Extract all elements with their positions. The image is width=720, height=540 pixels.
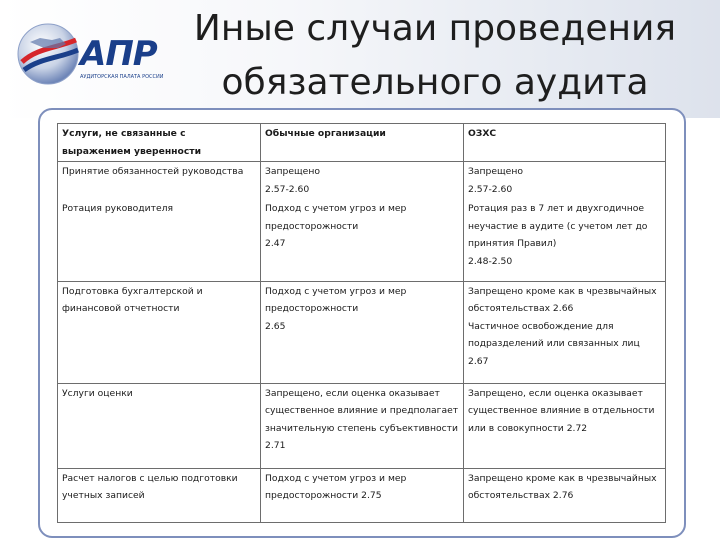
apr-logo	[12, 18, 162, 88]
table-cell: Запрещено кроме как в чрезвычайных обстоятельствах 2.76	[464, 468, 666, 522]
table-cell: Запрещено 2.57-2.60	[261, 162, 464, 200]
table-cell: Запрещено 2.57-2.60	[464, 162, 666, 200]
table-row	[58, 281, 666, 383]
logo-text: АПР	[80, 34, 157, 74]
comparison-table	[57, 123, 666, 523]
table-cell: Подготовка бухгалтерской и финансовой отчетности	[58, 281, 261, 383]
table-row	[58, 162, 666, 200]
header-cell-ordinary: Обычные организации	[261, 124, 464, 162]
header-cell-services: Услуги, не связанные с выражением уверенности	[58, 124, 261, 162]
table-row	[58, 199, 666, 281]
table-cell: Запрещено кроме как в чрезвычайных обстоятельствах 2.66 Частичное освобождение для подразделений или связанных лиц 2.67	[464, 281, 666, 383]
table-cell: Принятие обязанностей руководства	[58, 162, 261, 200]
table-row	[58, 468, 666, 522]
table-header-row	[58, 124, 666, 162]
table-cell: Подход с учетом угроз и мер предосторожности 2.65	[261, 281, 464, 383]
table-cell: Запрещено, если оценка оказывает существенное влияние и предполагает значительную степень субъективности 2.71	[261, 383, 464, 468]
table-cell: Подход с учетом угроз и мер предосторожности 2.75	[261, 468, 464, 522]
header-cell-ozhs: ОЗХС	[464, 124, 666, 162]
table-cell: Ротация руководителя	[58, 199, 261, 281]
table-cell: Ротация раз в 7 лет и двухгодичное неучастие в аудите (с учетом лет до принятия Правил) 2.48-2.50	[464, 199, 666, 281]
table-row	[58, 383, 666, 468]
table-cell: Запрещено, если оценка оказывает существенное влияние в отдельности или в совокупности 2.72	[464, 383, 666, 468]
table-cell: Расчет налогов с целью подготовки учетных записей	[58, 468, 261, 522]
logo-subtext: АУДИТОРСКАЯ ПАЛАТА РОССИИ	[80, 74, 164, 80]
table-cell: Услуги оценки	[58, 383, 261, 468]
page-title: Иные случаи проведения обязательного аудита	[193, 8, 677, 103]
table-cell: Подход с учетом угроз и мер предосторожности 2.47	[261, 199, 464, 281]
